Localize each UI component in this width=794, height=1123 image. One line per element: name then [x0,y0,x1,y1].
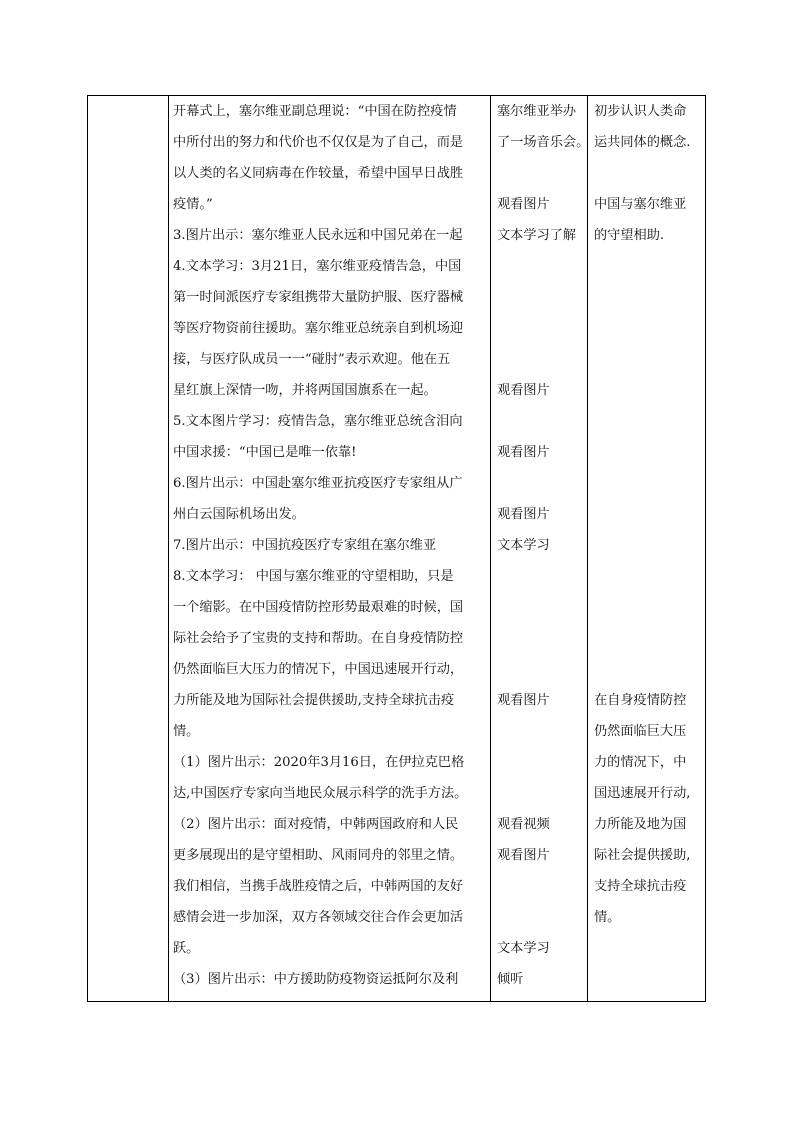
goal-line: 际社会提供援助, [594,848,691,863]
goal-line: 的守望相助. [594,228,665,243]
content-line: 接，与医疗队成员一一“碰肘”表示欢迎。他在五 [173,352,451,367]
activity-line: 观看图片 [497,848,550,863]
content-line: 中所付出的努力和代价也不仅仅是为了自己，而是 [173,135,464,150]
content-line: 更多展现出的是守望相助、风雨同舟的邻里之情。 [173,848,464,863]
goal-line: 情。 [594,910,621,925]
activity-line: 观看图片 [497,383,550,398]
content-line: 达,中国医疗专家向当地民众展示科学的洗手方法。 [173,786,468,801]
content-line: 际社会给予了宝贵的支持和帮助。在自身疫情防控 [173,631,464,646]
goal-line: 国迅速展开行动, [594,786,691,801]
content-line: 星红旗上深情一吻，并将两国国旗系在一起。 [173,383,437,398]
content-line: 中国求援：“中国已是唯一依靠! [173,445,357,460]
activity-line: 观看图片 [497,507,550,522]
goal-line: 中国与塞尔维亚 [594,197,687,212]
goal-line: 力所能及地为国 [594,817,687,832]
activity-line: 塞尔维亚举办 [497,104,577,119]
activity-line: 了一场音乐会。 [497,135,590,150]
content-line: 一个缩影。在中国疫情防控形势最艰难的时候，国 [173,600,464,615]
goal-line: 仍然面临巨大压 [594,724,687,739]
teaching-content-column [168,96,490,995]
goal-line: 支持全球抗击疫 [594,879,687,894]
goal-line: 初步认识人类命 [594,104,687,119]
activity-line: 倾听 [497,972,524,987]
activity-line: 观看图片 [497,693,550,708]
content-line: （2）图片出示：面对疫情，中韩两国政府和人民 [173,817,459,832]
teaching-content-cell [168,96,490,995]
content-line: （1）图片出示：2020年3月16日，在伊拉克巴格 [173,755,465,770]
goal-line: 运共同体的概念. [594,135,691,150]
content-line: 力所能及地为国际社会提供援助,支持全球抗击疫 [173,693,455,708]
content-line: 等医疗物资前往援助。塞尔维亚总统亲自到机场迎 [173,321,464,336]
goal-line: 力的情况下，中 [594,755,687,770]
content-line: 州白云国际机场出发。 [173,507,305,522]
content-line: 4.文本学习：3月21日，塞尔维亚疫情告急，中国 [173,259,462,274]
activity-line: 文本学习 [497,538,550,553]
goal-line: 在自身疫情防控 [594,693,687,708]
column-divider [490,96,491,1001]
content-line: 8.文本学习： 中国与塞尔维亚的守望相助，只是 [173,569,454,584]
content-line: 开幕式上，塞尔维亚副总理说：“中国在防控疫情 [173,104,457,119]
activity-line: 文本学习了解 [497,228,577,243]
lesson-table [87,95,706,1002]
activity-line: 观看图片 [497,197,550,212]
content-line: （3）图片出示：中方援助防疫物资运抵阿尔及利 [173,972,459,987]
content-line: 情。 [173,724,200,739]
activity-line: 观看图片 [497,445,550,460]
content-line: 6.图片出示：中国赴塞尔维亚抗疫医疗专家组从广 [173,476,463,491]
content-line: 仍然面临巨大压力的情况下，中国迅速展开行动， [173,662,464,677]
content-line: 以人类的名义同病毒在作较量，希望中国早日战胜 [173,166,464,181]
content-line: 7.图片出示：中国抗疫医疗专家组在塞尔维亚 [173,538,437,553]
content-line: 第一时间派医疗专家组携带大量防护服、医疗器械 [173,290,464,305]
content-line: 5.文本图片学习：疫情告急，塞尔维亚总统含泪向 [173,414,463,429]
content-line: 跃。 [173,941,200,956]
content-line: 3.图片出示：塞尔维亚人民永远和中国兄弟在一起 [173,228,463,243]
content-line: 疫情。” [173,197,213,212]
content-line: 感情会进一步加深，双方各领域交往合作会更加活 [173,910,464,925]
activity-line: 观看视频 [497,817,550,832]
activity-line: 文本学习 [497,941,550,956]
content-line: 我们相信，当携手战胜疫情之后，中韩两国的友好 [173,879,464,894]
